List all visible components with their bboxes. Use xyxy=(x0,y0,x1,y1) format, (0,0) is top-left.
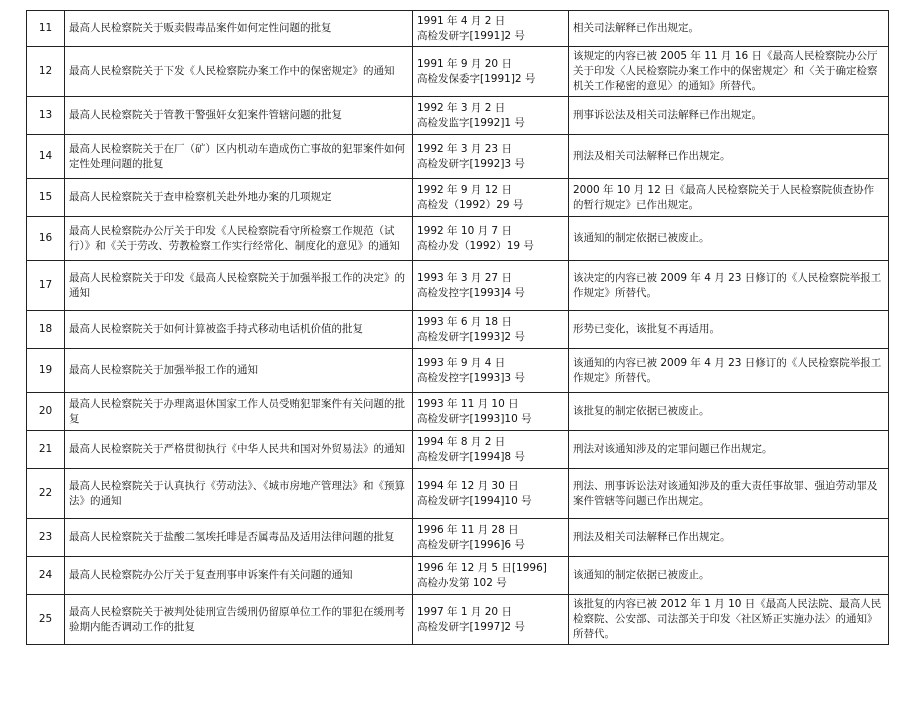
document-number: 高检办发第 102 号 xyxy=(417,576,507,589)
row-number: 18 xyxy=(27,311,65,349)
repeal-reason: 刑法及相关司法解释已作出规定。 xyxy=(569,519,889,557)
row-number: 12 xyxy=(27,47,65,97)
issue-date: 1994 年 12 月 30 日 xyxy=(417,479,519,492)
issue-date-cell xyxy=(413,431,569,469)
table-row xyxy=(27,97,889,135)
document-title: 最高人民检察院关于认真执行《劳动法》、《城市房地产管理法》和《预算法》的通知 xyxy=(65,469,413,519)
regulations-table xyxy=(26,10,889,645)
row-number: 16 xyxy=(27,217,65,261)
table-row xyxy=(27,595,889,645)
issue-date-cell xyxy=(413,469,569,519)
document-title: 最高人民检察院关于办理离退休国家工作人员受贿犯罪案件有关问题的批复 xyxy=(65,393,413,431)
table-row xyxy=(27,557,889,595)
issue-date-cell xyxy=(413,557,569,595)
repeal-reason: 2000 年 10 月 12 日《最高人民检察院关于人民检察院侦查协作的暂行规定》已作出规定。 xyxy=(569,179,889,217)
issue-date: 1992 年 3 月 23 日 xyxy=(417,142,512,155)
table-row xyxy=(27,11,889,47)
issue-date: 1997 年 1 月 20 日 xyxy=(417,605,512,618)
document-title: 最高人民检察院关于管教干警强奸女犯案件管辖问题的批复 xyxy=(65,97,413,135)
document-title: 最高人民检察院关于被判处徒刑宣告缓刑仍留原单位工作的罪犯在缓刑考验期内能否调动工作的批复 xyxy=(65,595,413,645)
issue-date: 1992 年 3 月 2 日 xyxy=(417,101,506,114)
row-number: 13 xyxy=(27,97,65,135)
document-title: 最高人民检察院关于盐酸二氢埃托啡是否属毒品及适用法律问题的批复 xyxy=(65,519,413,557)
document-title: 最高人民检察院关于印发《最高人民检察院关于加强举报工作的决定》的通知 xyxy=(65,261,413,311)
document-number: 高检发研字[1993]10 号 xyxy=(417,412,532,425)
document-title: 最高人民检察院关于如何计算被盗手持式移动电话机价值的批复 xyxy=(65,311,413,349)
table-row xyxy=(27,135,889,179)
row-number: 11 xyxy=(27,11,65,47)
row-number: 19 xyxy=(27,349,65,393)
document-number: 高检发研字[1991]2 号 xyxy=(417,29,525,42)
issue-date: 1992 年 10 月 7 日 xyxy=(417,224,512,237)
repeal-reason: 该规定的内容已被 2005 年 11 月 16 日《最高人民检察院办公厅关于印发〈人民检察院办案工作中的保密规定〉和〈关于确定检察机关工作秘密的意见〉的通知》所替代。 xyxy=(569,47,889,97)
document-number: 高检发研字[1996]6 号 xyxy=(417,538,525,551)
document-title: 最高人民检察院办公厅关于复查刑事申诉案件有关问题的通知 xyxy=(65,557,413,595)
issue-date-cell xyxy=(413,261,569,311)
issue-date: 1992 年 9 月 12 日 xyxy=(417,183,512,196)
document-title: 最高人民检察院关于下发《人民检察院办案工作中的保密规定》的通知 xyxy=(65,47,413,97)
repeal-reason: 刑法、刑事诉讼法对该通知涉及的重大责任事故罪、强迫劳动罪及案件管辖等问题已作出规定。 xyxy=(569,469,889,519)
repeal-reason: 相关司法解释已作出规定。 xyxy=(569,11,889,47)
issue-date-cell xyxy=(413,179,569,217)
row-number: 14 xyxy=(27,135,65,179)
row-number: 23 xyxy=(27,519,65,557)
row-number: 24 xyxy=(27,557,65,595)
issue-date-cell xyxy=(413,519,569,557)
issue-date-cell xyxy=(413,393,569,431)
issue-date: 1994 年 8 月 2 日 xyxy=(417,435,506,448)
issue-date-cell xyxy=(413,135,569,179)
table-row xyxy=(27,261,889,311)
table-body xyxy=(27,11,889,645)
table-row xyxy=(27,311,889,349)
document-number: 高检发控字[1993]4 号 xyxy=(417,286,525,299)
issue-date: 1991 年 4 月 2 日 xyxy=(417,14,506,27)
table-row xyxy=(27,349,889,393)
row-number: 17 xyxy=(27,261,65,311)
issue-date: 1996 年 11 月 28 日 xyxy=(417,523,519,536)
repeal-reason: 该决定的内容已被 2009 年 4 月 23 日修订的《人民检察院举报工作规定》所替代。 xyxy=(569,261,889,311)
document-number: 高检发研字[1993]2 号 xyxy=(417,330,525,343)
document-title: 最高人民检察院办公厅关于印发《人民检察院看守所检察工作规范（试行）》和《关于劳改、劳教检察工作实行经常化、制度化的意见》的通知 xyxy=(65,217,413,261)
document-title: 最高人民检察院关于贩卖假毒品案件如何定性问题的批复 xyxy=(65,11,413,47)
repeal-reason: 形势已变化，该批复不再适用。 xyxy=(569,311,889,349)
repeal-reason: 该通知的内容已被 2009 年 4 月 23 日修订的《人民检察院举报工作规定》所替代。 xyxy=(569,349,889,393)
document-number: 高检发研字[1992]3 号 xyxy=(417,157,525,170)
document-number: 高检发研字[1994]10 号 xyxy=(417,494,532,507)
issue-date: 1993 年 3 月 27 日 xyxy=(417,271,512,284)
document-number: 高检办发（1992）19 号 xyxy=(417,239,534,252)
repeal-reason: 该通知的制定依据已被废止。 xyxy=(569,557,889,595)
document-number: 高检发监字[1992]1 号 xyxy=(417,116,525,129)
table-row xyxy=(27,47,889,97)
row-number: 21 xyxy=(27,431,65,469)
issue-date-cell xyxy=(413,349,569,393)
document-title: 最高人民检察院关于严格贯彻执行《中华人民共和国对外贸易法》的通知 xyxy=(65,431,413,469)
row-number: 20 xyxy=(27,393,65,431)
document-number: 高检发（1992）29 号 xyxy=(417,198,524,211)
repeal-reason: 刑法及相关司法解释已作出规定。 xyxy=(569,135,889,179)
table-row xyxy=(27,519,889,557)
repeal-reason: 刑法对该通知涉及的定罪问题已作出规定。 xyxy=(569,431,889,469)
repeal-reason: 该通知的制定依据已被废止。 xyxy=(569,217,889,261)
table-row xyxy=(27,469,889,519)
table-row xyxy=(27,431,889,469)
issue-date: 1996 年 12 月 5 日[1996] xyxy=(417,561,547,574)
document-number: 高检发保委字[1991]2 号 xyxy=(417,72,536,85)
document-number: 高检发研字[1994]8 号 xyxy=(417,450,525,463)
issue-date-cell xyxy=(413,311,569,349)
issue-date: 1993 年 11 月 10 日 xyxy=(417,397,519,410)
document-title: 最高人民检察院关于查申检察机关赴外地办案的几项规定 xyxy=(65,179,413,217)
row-number: 25 xyxy=(27,595,65,645)
repeal-reason: 刑事诉讼法及相关司法解释已作出规定。 xyxy=(569,97,889,135)
issue-date-cell xyxy=(413,595,569,645)
table-row xyxy=(27,217,889,261)
table-row xyxy=(27,179,889,217)
document-number: 高检发研字[1997]2 号 xyxy=(417,620,525,633)
row-number: 22 xyxy=(27,469,65,519)
issue-date-cell xyxy=(413,11,569,47)
issue-date: 1993 年 9 月 4 日 xyxy=(417,356,506,369)
issue-date-cell xyxy=(413,97,569,135)
document-number: 高检发控字[1993]3 号 xyxy=(417,371,525,384)
issue-date: 1991 年 9 月 20 日 xyxy=(417,57,512,70)
issue-date: 1993 年 6 月 18 日 xyxy=(417,315,512,328)
table-row xyxy=(27,393,889,431)
issue-date-cell xyxy=(413,217,569,261)
row-number: 15 xyxy=(27,179,65,217)
document-title: 最高人民检察院关于加强举报工作的通知 xyxy=(65,349,413,393)
issue-date-cell xyxy=(413,47,569,97)
repeal-reason: 该批复的制定依据已被废止。 xyxy=(569,393,889,431)
document-title: 最高人民检察院关于在厂（矿）区内机动车造成伤亡事故的犯罪案件如何定性处理问题的批复 xyxy=(65,135,413,179)
repeal-reason: 该批复的内容已被 2012 年 1 月 10 日《最高人民法院、最高人民检察院、公安部、司法部关于印发〈社区矫正实施办法〉的通知》所替代。 xyxy=(569,595,889,645)
